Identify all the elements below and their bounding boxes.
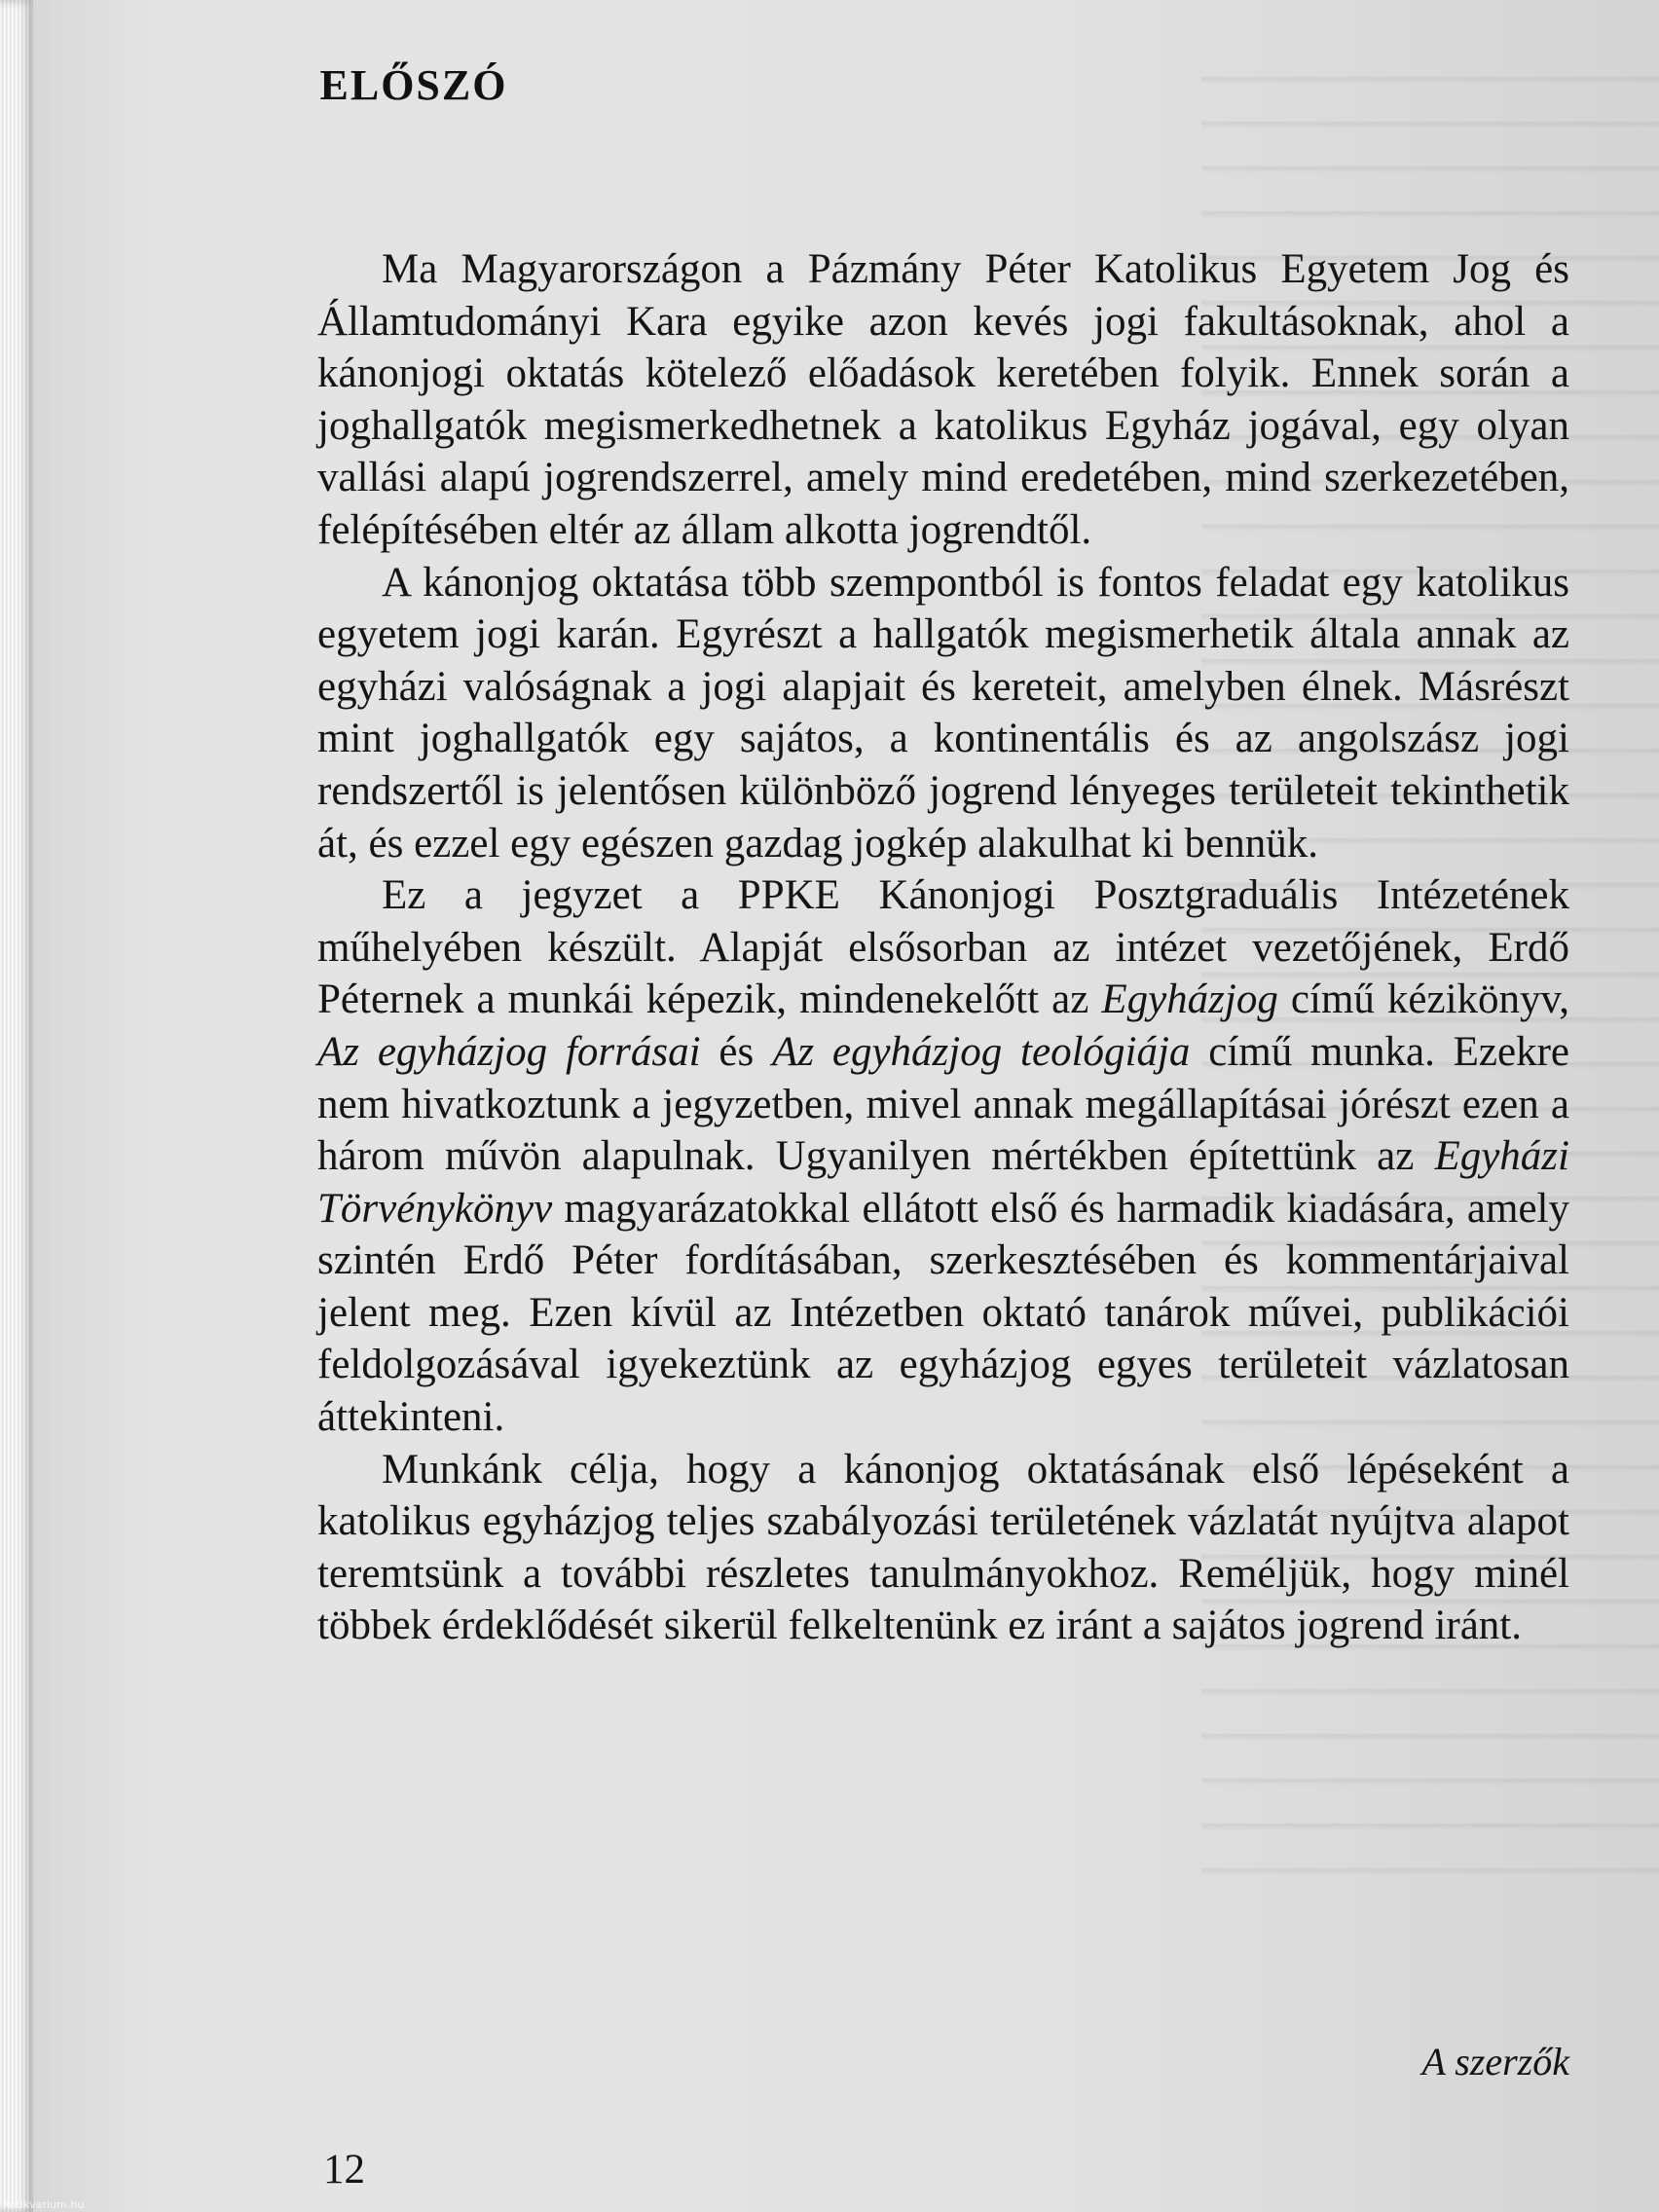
italic-title: Az egyházjog teológiája	[772, 1028, 1191, 1075]
page-number: 12	[323, 2147, 365, 2193]
page-edge	[0, 0, 33, 2212]
text-run: Ma Magyarországon a Pázmány Péter Katolikus Egyetem Jog és Államtudományi Kara egyike azon kevés jogi fakultásoknak, ahol a kánonjogi oktatás kötelező előadások keretében folyik. Ennek során a joghallgatók megismerkedhetnek a katolikus Egyház jogával, egy olyan vallási alapú jogrendszerrel, amely mind eredetében, mind szerkezetében, felépítésében eltér az állam alkotta jogrendtől.	[317, 246, 1569, 553]
text-run: A kánonjog oktatása több szempontból is fontos feladat egy katolikus egyetem jogi karán. Egyrészt a hallgatók megismerhetik általa annak az egyházi valóságnak a jogi alapjait és kereteit, amelyben élnek. Másrészt mint joghallgatók egy sajátos, a kontinentális és az angolszász jogi rendszertől is jelentősen különböző jogrend lényeges területeit tekinthetik át, és ezzel egy egészen gazdag jogkép alakulhat ki bennük.	[317, 559, 1569, 866]
text-run: Munkánk célja, hogy a kánonjog oktatásának első lépéseként a katolikus egyházjog teljes szabályozási területének vázlatát nyújtva alapot teremtsünk a további részletes tanulmányokhoz. Reméljük, hogy minél többek érdeklődését sikerül felkeltenünk ez iránt a sajátos jogrend iránt.	[317, 1446, 1569, 1649]
paragraph-3	[317, 869, 1569, 1444]
text-run: magyarázatokkal ellátott első és harmadik kiadására, amely szintén Erdő Péter fordításában, szerkesztésében és kommentárjaival jelent meg. Ezen kívül az Intézetben oktató tanárok művei, publikációi feldolgozásával igyekeztünk az egyházjog egyes területeit vázlatosan áttekinteni.	[317, 1185, 1569, 1441]
text-run: című munka. Ezekre nem hivatkoztunk a jegyzetben, mivel annak megállapításai jórészt ezen a három művön alapulnak. Ugyanilyen mértékben építettünk az	[317, 1028, 1569, 1180]
body-text	[317, 243, 1569, 1652]
page-title: ELŐSZÓ	[319, 61, 508, 109]
text-run: és	[700, 1028, 773, 1075]
italic-title: Egyházjog	[1101, 977, 1278, 1023]
text-run: című kézikönyv,	[1277, 977, 1569, 1023]
italic-title: Egyházi Törvénykönyv	[317, 1133, 1569, 1232]
paragraph-4	[317, 1444, 1569, 1652]
paragraph-2	[317, 557, 1569, 870]
italic-title: Az egyházjog forrásai	[317, 1028, 701, 1075]
signature: A szerzők	[1421, 2040, 1569, 2083]
watermark: Antikvarium.hu	[2, 2198, 85, 2211]
paragraph-1	[317, 243, 1569, 557]
text-run: Ez a jegyzet a PPKE Kánonjogi Posztgraduális Intézetének műhelyében készült. Alapját elsősorban az intézet vezetőjének, Erdő Péternek a munkái képezik, mindenekelőtt az	[317, 872, 1569, 1023]
